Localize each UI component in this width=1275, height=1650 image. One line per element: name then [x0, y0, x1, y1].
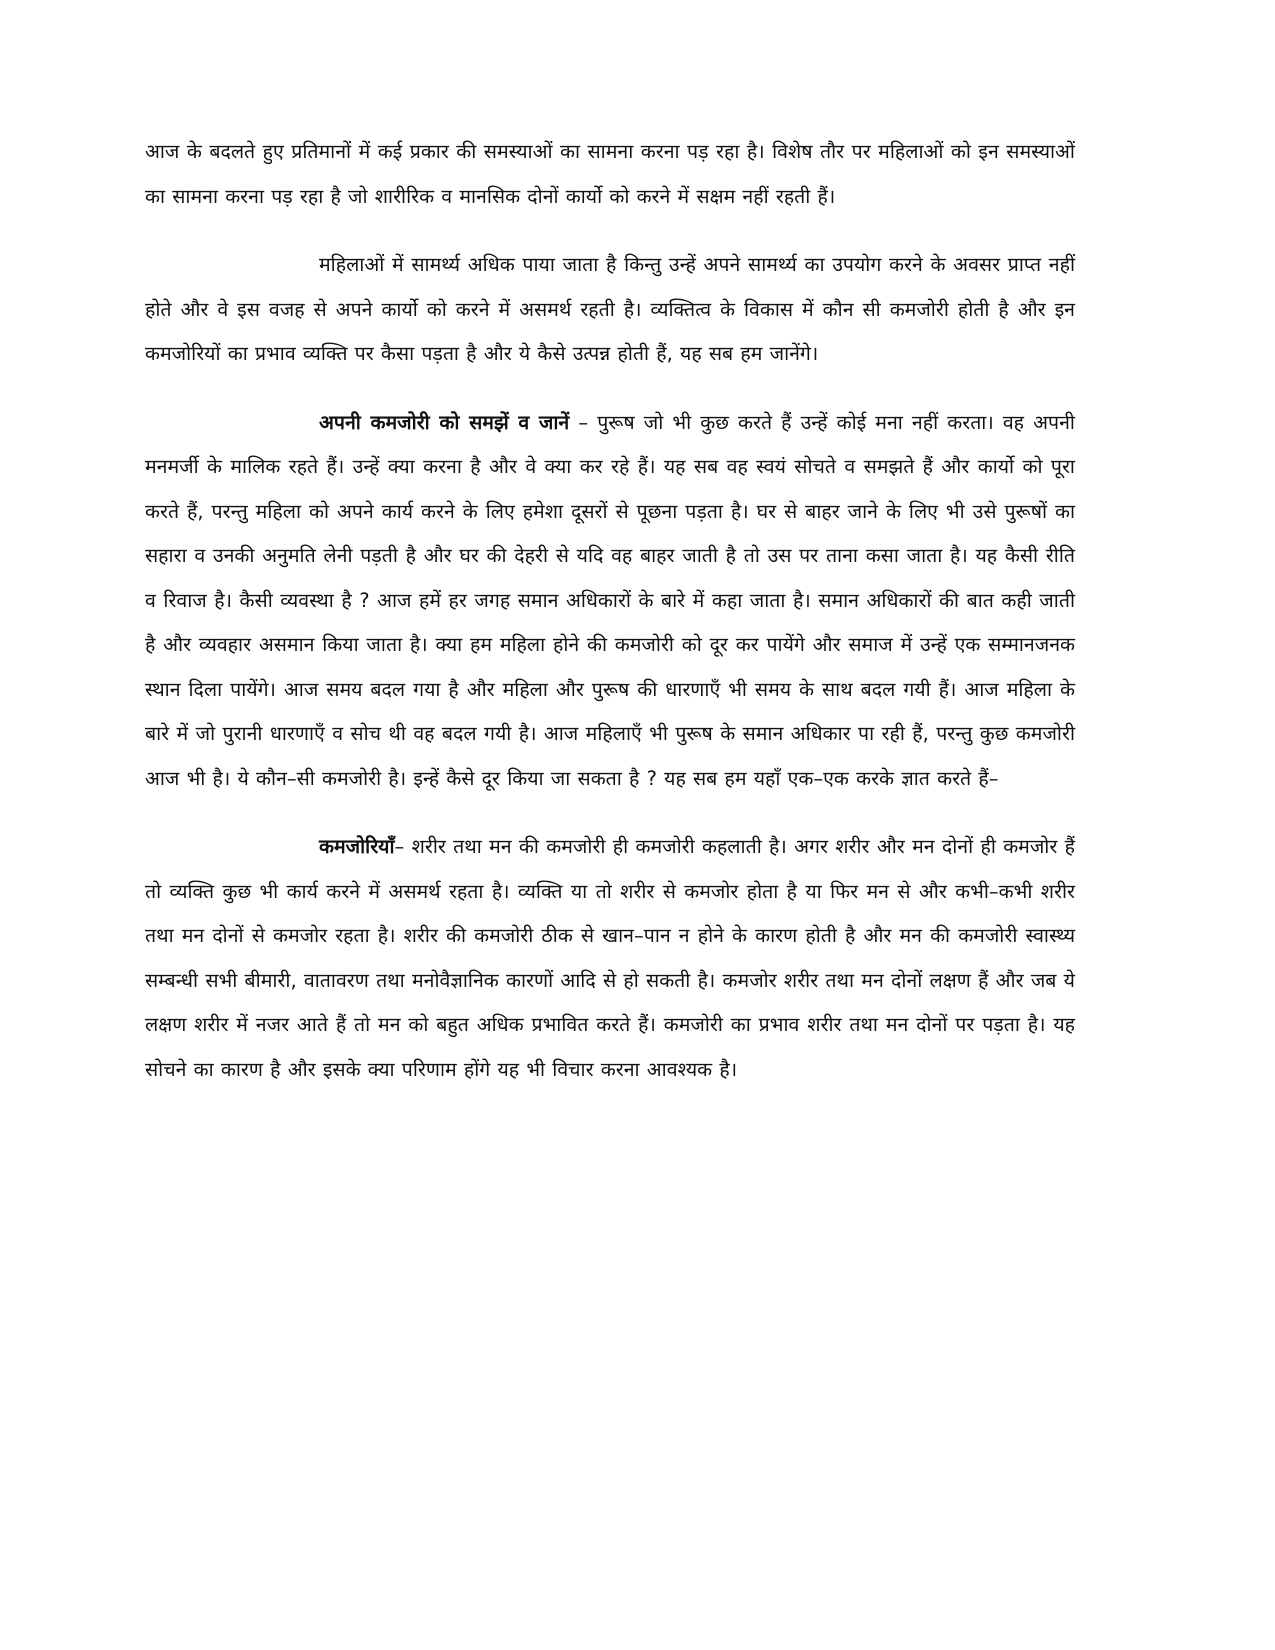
paragraph-capability	[145, 243, 1075, 377]
paragraph-text: महिलाओं में सामर्थ्य अधिक पाया जाता है किन्तु उन्हें अपने सामर्थ्य का उपयोग करने के अवसर प्राप्त नहीं होते और वे इस वजह से अपने कार्यो को करने में असमर्थ रहती है। व्यक्तित्व के विकास में कौन सी कमजोरी होती है और इन कमजोरियों का प्रभाव व्यक्ति पर कैसा पड़ता है और ये कैसे उत्पन्न होती हैं, यह सब हम जानेंगे।	[145, 253, 1075, 365]
paragraph-text: – पुरूष जो भी कुछ करते हैं उन्हें कोई मना नहीं करता। वह अपनी मनमर्जी के मालिक रहते हैं। उन्हें क्या करना है और वे क्या कर रहे हैं। यह सब वह स्वयं सोचते व समझते हैं और कार्यो को पूरा करते हैं, परन्तु महिला को अपने कार्य करने के लिए हमेशा दूसरों से पूछना पड़ता है। घर से बाहर जाने के लिए भी उसे पुरूषों का सहारा व उनकी अनुमति लेनी पड़ती है और घर की देहरी से यदि वह बाहर जाती है तो उस पर ताना कसा जाता है। यह कैसी रीति व रिवाज है। कैसी व्यवस्था है ? आज हमें हर जगह समान अधिकारों के बारे में कहा जाता है। समान अधिकारों की बात कही जाती है और व्यवहार असमान किया जाता है। क्या हम महिला होने की कमजोरी को दूर कर पायेंगे और समाज में उन्हें एक सम्मानजनक स्थान दिला पायेंगे। आज समय बदल गया है और महिला और पुरूष की धारणाएँ भी समय के साथ बदल गयी हैं। आज महिला के बारे में जो पुरानी धारणाएँ व सोच थी वह बदल गयी है। आज महिलाएँ भी पुरूष के समान अधिकार पा रही हैं, परन्तु कुछ कमजोरी आज भी है। ये कौन–सी कमजोरी है। इन्हें कैसे दूर किया जा सकता है ? यह सब हम यहाँ एक–एक करके ज्ञात करते हैं–	[145, 410, 1075, 790]
paragraph-text: – शरीर तथा मन की कमजोरी ही कमजोरी कहलाती है। अगर शरीर और मन दोनों ही कमजोर हैं तो व्यक्ति कुछ भी कार्य करने में असमर्थ रहता है। व्यक्ति या तो शरीर से कमजोर होता है या फिर मन से और कभी–कभी शरीर तथा मन दोनों से कमजोर रहता है। शरीर की कमजोरी ठीक से खान–पान न होने के कारण होती है और मन की कमजोरी स्वास्थ्य सम्बन्धी सभी बीमारी, वातावरण तथा मनोवैज्ञानिक कारणों आदि से हो सकती है। कमजोर शरीर तथा मन दोनों लक्षण हैं और जब ये लक्षण शरीर में नजर आते हैं तो मन को बहुत अधिक प्रभावित करते हैं। कमजोरी का प्रभाव शरीर तथा मन दोनों पर पड़ता है। यह सोचने का कारण है और इसके क्या परिणाम होंगे यह भी विचार करना आवश्यक है।	[145, 835, 1075, 1081]
document-page	[145, 130, 1075, 1116]
section-heading: अपनी कमजोरी को समझें व जानें	[319, 410, 570, 434]
paragraph-weaknesses	[145, 825, 1075, 1092]
paragraph-intro	[145, 130, 1075, 219]
section-heading: कमजोरियाँ	[319, 835, 395, 858]
paragraph-know-your-weakness	[145, 401, 1075, 802]
paragraph-text: आज के बदलते हुए प्रतिमानों में कई प्रकार की समस्याओं का सामना करना पड़ रहा है। विशेष तौर पर महिलाओं को इन समस्याओं का सामना करना पड़ रहा है जो शारीरिक व मानसिक दोनों कार्यो को करने में सक्षम नहीं रहती हैं।	[145, 140, 1075, 208]
